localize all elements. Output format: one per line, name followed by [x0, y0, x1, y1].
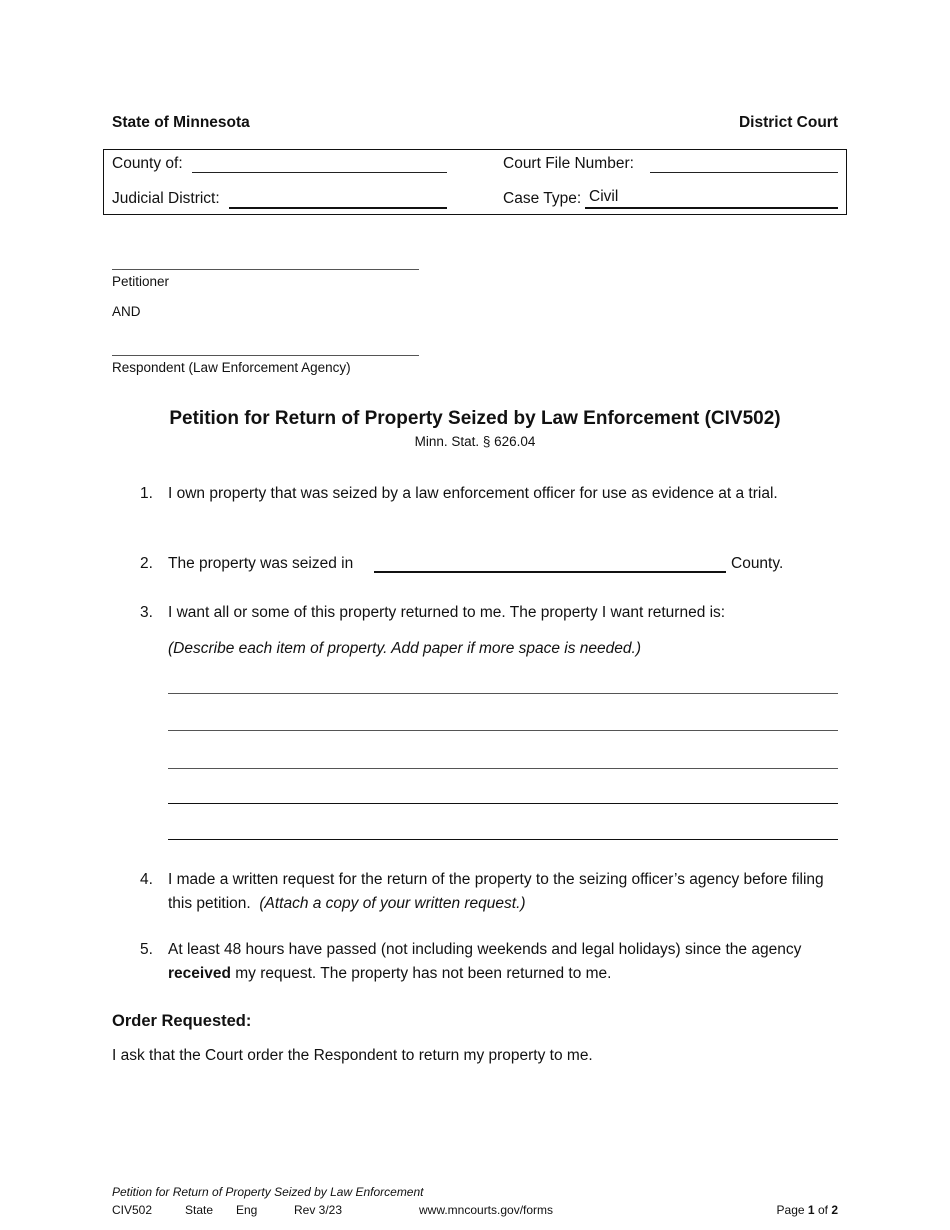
statute-citation: Minn. Stat. § 626.04 [414, 434, 536, 449]
footer-revision: Rev 3/23 [294, 1203, 343, 1217]
judicial-district-field[interactable] [229, 207, 447, 209]
item-4-paragraph [168, 868, 828, 916]
footer-form-code: CIV502 [112, 1203, 153, 1217]
footer-page-label: Page [776, 1203, 805, 1217]
respondent-label: Respondent (Law Enforcement Agency) [112, 360, 351, 375]
property-description-line-2[interactable] [168, 730, 838, 731]
seizure-county-field[interactable] [374, 571, 726, 573]
case-type-field[interactable] [585, 188, 838, 209]
item-2-text-before: The property was seized in [168, 555, 354, 572]
item-3-instruction: (Describe each item of property. Add paper if more space is needed.) [168, 640, 641, 657]
judicial-district-label: Judicial District: [112, 190, 220, 207]
item-5-paragraph [168, 938, 828, 986]
footer-jurisdiction: State [185, 1203, 214, 1217]
item-4-text: I made a written request for the return of the property to the seizing officer’s agency before filing this petition. [168, 871, 824, 912]
item-2-number: 2. [140, 555, 153, 572]
form-title: Petition for Return of Property Seized by Law Enforcement (CIV502) [169, 408, 781, 429]
item-4-number: 4. [140, 871, 153, 888]
item-5-text-after: my request. The property has not been returned to me. [235, 965, 612, 982]
county-field[interactable] [192, 172, 447, 173]
item-3-number: 3. [140, 604, 153, 621]
property-description-line-5[interactable] [168, 839, 838, 840]
item-5-text-before: At least 48 hours have passed (not including weekends and legal holidays) since the agency [168, 941, 802, 958]
item-4-instruction: (Attach a copy of your written request.) [259, 895, 526, 912]
order-requested-text: I ask that the Court order the Respondent to return my property to me. [112, 1047, 593, 1064]
court-file-number-field[interactable] [650, 172, 838, 173]
and-label: AND [112, 304, 141, 319]
respondent-signature-line[interactable] [112, 355, 419, 356]
item-1-text: I own property that was seized by a law enforcement officer for use as evidence at a trial. [168, 485, 778, 502]
case-type-label: Case Type: [503, 190, 582, 207]
order-requested-heading: Order Requested: [112, 1012, 252, 1030]
item-5-number: 5. [140, 941, 153, 958]
petitioner-signature-line[interactable] [112, 269, 419, 270]
item-2-text-after: County. [731, 555, 784, 572]
footer-form-title: Petition for Return of Property Seized by Law Enforcement [112, 1185, 424, 1199]
court-heading: District Court [738, 114, 838, 131]
county-label: County of: [112, 155, 183, 172]
footer-page-total: 2 [831, 1203, 838, 1217]
footer-website: www.mncourts.gov/forms [419, 1203, 554, 1217]
footer-page-current: 1 [807, 1203, 815, 1217]
footer-language: Eng [236, 1203, 258, 1217]
footer-page-of: of [817, 1203, 828, 1217]
property-description-line-3[interactable] [168, 768, 838, 769]
case-type-value: Civil [589, 188, 619, 205]
footer-page-number [777, 1203, 838, 1217]
item-5-bold-word: received [168, 965, 231, 982]
item-3-text: I want all or some of this property returned to me. The property I want returned is: [168, 604, 726, 621]
state-heading: State of Minnesota [112, 114, 250, 131]
court-file-number-label: Court File Number: [503, 155, 634, 172]
petitioner-label: Petitioner [112, 274, 170, 289]
property-description-line-1[interactable] [168, 693, 838, 694]
item-1-number: 1. [140, 485, 153, 502]
property-description-line-4[interactable] [168, 803, 838, 804]
